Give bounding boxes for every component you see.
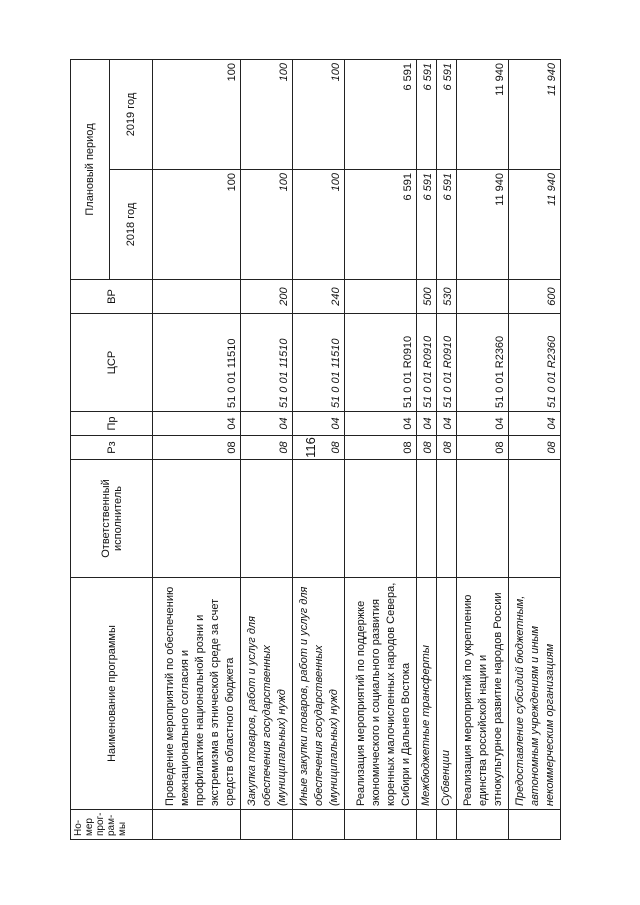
budget-table [70, 59, 561, 840]
cell-csr: 51 0 01 R2360 [509, 314, 561, 412]
cell-pr: 04 [437, 412, 457, 436]
cell-executor [345, 460, 417, 578]
header-planned-period: Плановый период [71, 60, 110, 280]
cell-vr: 240 [293, 280, 345, 314]
table-row [417, 60, 437, 840]
cell-2019: 6 591 [345, 60, 417, 170]
cell-number [509, 810, 561, 840]
header-program-name: Наименование программы [71, 578, 153, 810]
cell-2018: 6 591 [345, 170, 417, 280]
cell-number [153, 810, 241, 840]
cell-2018: 6 591 [417, 170, 437, 280]
cell-csr: 51 0 01 R0910 [437, 314, 457, 412]
table-row [345, 60, 417, 840]
cell-name: Межбюджетные трансферты [417, 578, 437, 810]
cell-vr [345, 280, 417, 314]
header-rz: Рз [71, 436, 153, 460]
cell-number [437, 810, 457, 840]
cell-name: Предоставление субсидий бюджетным, автономным учреждениям и иным некоммерческим организациям [509, 578, 561, 810]
cell-csr: 51 0 01 11510 [153, 314, 241, 412]
cell-pr: 04 [417, 412, 437, 436]
header-pr: Пр [71, 412, 153, 436]
cell-name: Проведение мероприятий по обеспечению межнационального согласия и профилактике национальной розни и экстремизма в этнической среде за счет средств областного бюджета [153, 578, 241, 810]
cell-vr: 600 [509, 280, 561, 314]
cell-vr: 530 [437, 280, 457, 314]
cell-csr: 51 0 01 R0910 [345, 314, 417, 412]
cell-pr: 04 [241, 412, 293, 436]
cell-csr: 51 0 01 R2360 [457, 314, 509, 412]
cell-rz: 08 [417, 436, 437, 460]
cell-number [293, 810, 345, 840]
header-year-2018: 2018 год [110, 170, 153, 280]
table-row [457, 60, 509, 840]
cell-2018: 6 591 [437, 170, 457, 280]
cell-rz: 08 [509, 436, 561, 460]
cell-rz: 08 [437, 436, 457, 460]
cell-2019: 6 591 [417, 60, 437, 170]
cell-pr: 04 [293, 412, 345, 436]
cell-2019: 100 [241, 60, 293, 170]
cell-pr: 04 [457, 412, 509, 436]
cell-2018: 100 [293, 170, 345, 280]
cell-executor [417, 460, 437, 578]
cell-number [241, 810, 293, 840]
cell-csr: 51 0 01 R0910 [417, 314, 437, 412]
rotated-page-content [70, 60, 570, 840]
cell-executor [153, 460, 241, 578]
header-executor: Ответственный исполнитель [71, 460, 153, 578]
cell-name: Закупка товаров, работ и услуг для обеспечения государственных (муниципальных) нужд [241, 578, 293, 810]
cell-name: Реализация мероприятий по укреплению единства российской нации и этнокультурное развитие народов России [457, 578, 509, 810]
header-program-number: Но-мер прог-рам-мы [71, 810, 153, 840]
table-row [153, 60, 241, 840]
page-number: 116 [302, 437, 318, 458]
cell-pr: 04 [345, 412, 417, 436]
cell-rz: 08 [153, 436, 241, 460]
cell-executor [437, 460, 457, 578]
cell-2019: 11 940 [457, 60, 509, 170]
cell-csr: 51 0 01 11510 [293, 314, 345, 412]
cell-name: Иные закупки товаров, работ и услуг для обеспечения государственных (муниципальных) нужд [293, 578, 345, 810]
cell-number [417, 810, 437, 840]
cell-executor [509, 460, 561, 578]
cell-executor [241, 460, 293, 578]
cell-vr [153, 280, 241, 314]
cell-2018: 11 940 [509, 170, 561, 280]
cell-2019: 6 591 [437, 60, 457, 170]
cell-2018: 100 [153, 170, 241, 280]
header-vr: ВР [71, 280, 153, 314]
cell-pr: 04 [509, 412, 561, 436]
cell-rz: 08 [241, 436, 293, 460]
cell-2019: 100 [153, 60, 241, 170]
cell-executor [457, 460, 509, 578]
cell-number [345, 810, 417, 840]
cell-2019: 100 [293, 60, 345, 170]
header-year-2019: 2019 год [110, 60, 153, 170]
cell-vr: 500 [417, 280, 437, 314]
table-row [509, 60, 561, 840]
header-csr: ЦСР [71, 314, 153, 412]
cell-vr: 200 [241, 280, 293, 314]
cell-pr: 04 [153, 412, 241, 436]
cell-csr: 51 0 01 11510 [241, 314, 293, 412]
cell-number [457, 810, 509, 840]
table-row [241, 60, 293, 840]
cell-name: Реализация мероприятий по поддержке экономического и социального развития коренных малочисленных народов Севера, Сибири и Дальнего Востока [345, 578, 417, 810]
cell-vr [457, 280, 509, 314]
cell-rz: 08 [457, 436, 509, 460]
cell-name: Субвенции [437, 578, 457, 810]
cell-rz: 08 [293, 436, 345, 460]
cell-2019: 11 940 [509, 60, 561, 170]
cell-executor [293, 460, 345, 578]
table-row [437, 60, 457, 840]
table-row [293, 60, 345, 840]
cell-2018: 11 940 [457, 170, 509, 280]
cell-2018: 100 [241, 170, 293, 280]
cell-rz: 08 [345, 436, 417, 460]
